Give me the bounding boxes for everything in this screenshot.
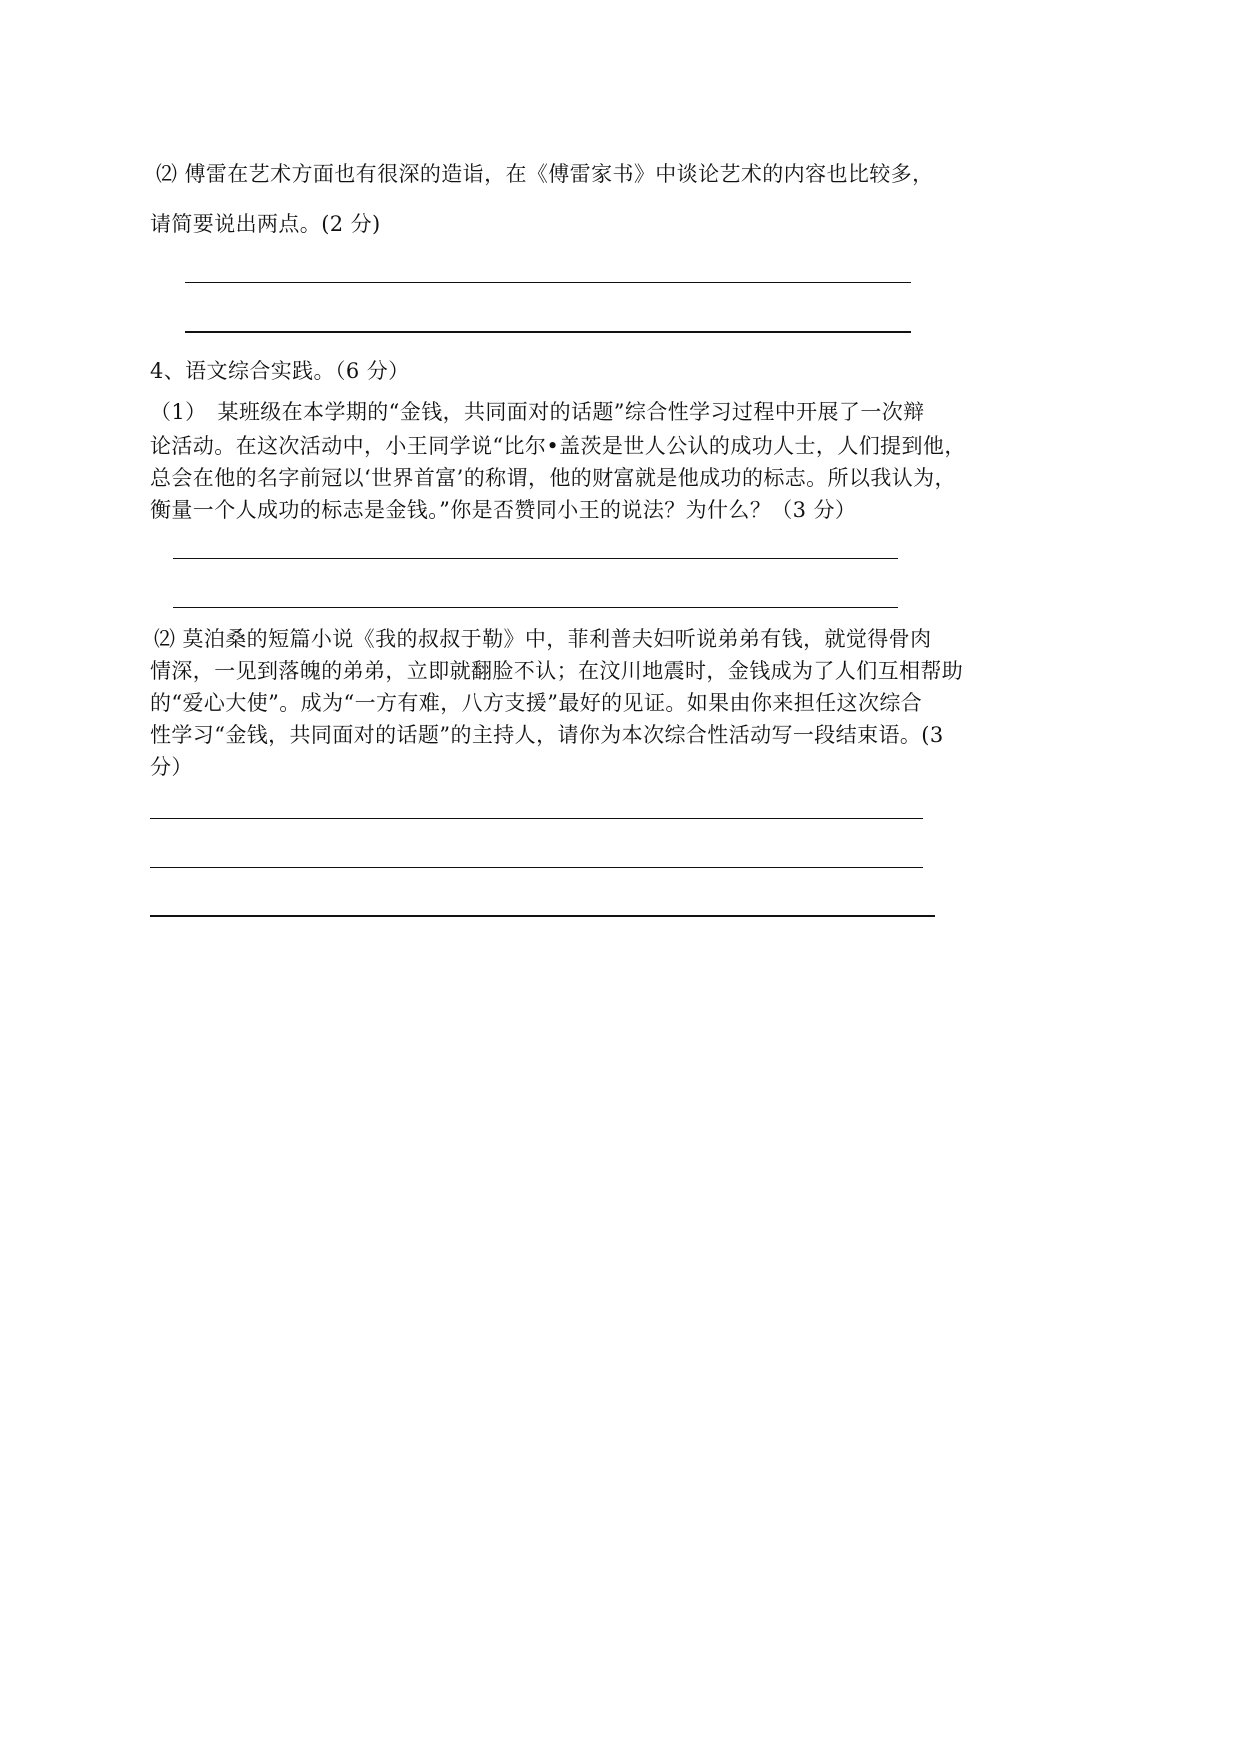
q4-part1-line-2: 论活动。在这次活动中，小王同学说“比尔•盖茨是世人公认的成功人士，人们提到他， <box>150 434 966 458</box>
answer-line[interactable] <box>185 282 911 283</box>
answer-line[interactable] <box>185 331 911 333</box>
answer-line[interactable] <box>173 558 898 559</box>
q4-heading: 4、语文综合实践。（6 分） <box>150 359 410 383</box>
answer-line[interactable] <box>150 915 935 917</box>
answer-line[interactable] <box>150 867 923 868</box>
q3-part2-line-1: ⑵ 傅雷在艺术方面也有很深的造诣，在《傅雷家书》中谈论艺术的内容也比较多， <box>156 162 934 186</box>
q4-part2-line-5: 分） <box>150 755 193 779</box>
q4-part2-line-4: 性学习“金钱，共同面对的话题”的主持人，请你为本次综合性活动写一段结束语。(3 <box>150 723 944 747</box>
q4-part1-line-1: （1） 某班级在本学期的“金钱，共同面对的话题”综合性学习过程中开展了一次辩 <box>150 400 925 424</box>
q4-part2-line-2: 情深，一见到落魄的弟弟，立即就翻脸不认；在汶川地震时，金钱成为了人们互相帮助 <box>150 659 964 683</box>
q4-part1-line-3: 总会在他的名字前冠以‘世界首富’的称谓，他的财富就是他成功的标志。所以我认为， <box>150 466 956 490</box>
q4-part2-line-1: ⑵ 莫泊桑的短篇小说《我的叔叔于勒》中，菲利普夫妇听说弟弟有钱，就觉得骨肉 <box>154 627 932 651</box>
q3-part2-line-2: 请简要说出两点。(2 分) <box>150 212 381 236</box>
q4-part1-line-4: 衡量一个人成功的标志是金钱。”你是否赞同小王的说法？为什么？（3 分） <box>150 498 857 522</box>
answer-line[interactable] <box>173 607 898 608</box>
q4-part2-line-3: 的“爱心大使”。成为“一方有难，八方支援”最好的见证。如果由你来担任这次综合 <box>150 691 923 715</box>
answer-line[interactable] <box>150 818 923 819</box>
